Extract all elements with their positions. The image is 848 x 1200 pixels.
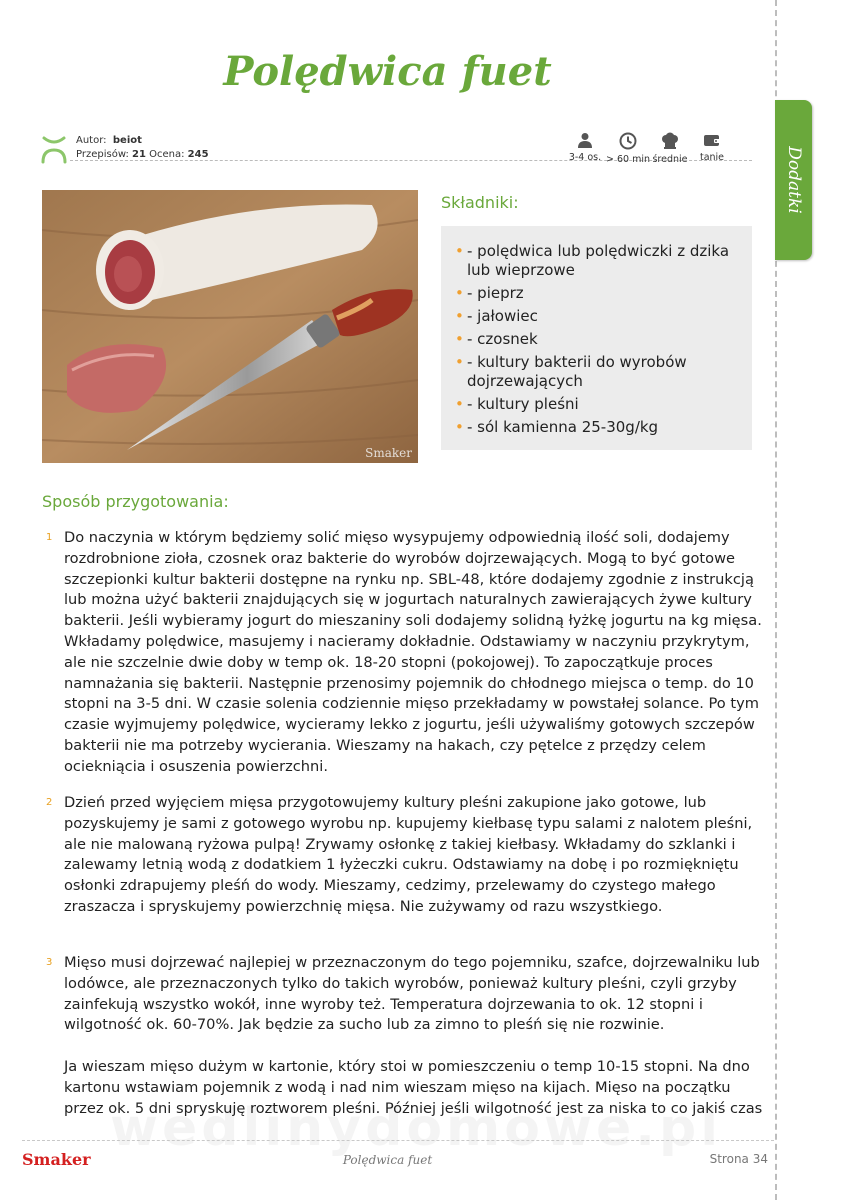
- ingredient-item: • - pieprz: [455, 284, 748, 303]
- step-number: 3: [46, 957, 53, 968]
- category-tab[interactable]: [775, 100, 812, 260]
- time-label: > 60 min: [605, 154, 650, 165]
- author-info: [76, 134, 209, 162]
- recipe-photo: [42, 190, 418, 463]
- ingredient-item: • - sól kamienna 25-30g/kg: [455, 418, 748, 437]
- step-number: 2: [46, 797, 53, 808]
- author-logo-icon: [40, 132, 68, 164]
- step-text: Dzień przed wyjęciem mięsa przygotowujemy kultury pleśni zakupione jako gotowe, lub pozyskujemy je sami z gotowego wyrobu np. kupujemy kiełbasę typu salami z nalotem pleśni, ale nie malowaną ryżowa pulpą! Zrywamy osłonkę z takiej kiełbasy. Wkładamy do szklanki i zalewamy letnią wodą z dodatkiem 1 łyżeczki cukru. Odstawiamy na dobę i po rozmiękniętu osłonki zdrapujemy pleśń do wody. Mieszamy, cedzimy, przelewamy do czystego małego zraszacza i spryskujemy powierzchnię mięsa. Nie zużywamy od razu wszystkiego.: [64, 794, 753, 915]
- chef-hat-icon: [660, 132, 680, 150]
- recipes-count: 21: [132, 149, 146, 160]
- servings-meta: [562, 132, 608, 163]
- site-watermark: [110, 1098, 722, 1158]
- ingredient-item: • - polędwica lub polędwiczki z dzika lub wieprzowe: [455, 242, 748, 280]
- person-icon: [577, 132, 593, 148]
- step-text: Do naczynia w którym będziemy solić mięso wysypujemy odpowiednią ilość soli, dodajemy rozdrobnione zioła, czosnek oraz bakterie do wyrobów dojrzewających. Mogą to być gotowe szczepionki kultur bakterii dostępne na rynku np. SBL-48, które dodajemy zgodnie z instrukcją lub można użyć bakterii znajdujących się w jogurtach naturalnych zawierających żywe kultury bakterii. Jeśli wybieramy jogurt do mieszaniny soli dodajemy solidną łyżkę jogurtu na kg mięsa. Wkładamy polędwice, masujemy i nacieramy dokładnie. Odstawiamy w naczyniu przykrytym, ale nie szczelnie dwie doby w temp ok. 18-20 stopni (pokojowej). To zapoczątkuje proces namnażania się bakterii. Następnie przenosimy pojemnik do chłodnego miejsca o temp. do 10 stopni na 3-5 dni. W czasie solenia codziennie mięso przekładamy w powstałej solance. Po tym czasie wyjmujemy polędwice, wycieramy lekko z jogurtu, jeśli używaliśmy gotowych szczepów bakterii nie ma potrzeby wycierania. Wieszamy na hakach, czy pętelce z przędzy celem ociekniącia i osuszenia powierzchni.: [64, 529, 762, 775]
- page-title: Polędwica fuet: [223, 48, 552, 95]
- author-block: [40, 132, 560, 162]
- photo-watermark: Smaker: [365, 446, 412, 460]
- recipes-label: Przepisów:: [76, 149, 129, 160]
- footer-divider: [22, 1140, 774, 1141]
- page-number: Strona 34: [709, 1152, 768, 1166]
- step-number: 1: [46, 532, 53, 543]
- ingredients-box: [441, 226, 752, 450]
- ingredient-item: • - jałowiec: [455, 307, 748, 326]
- step-text-continued: Ja wieszam mięso dużym w kartonie, który stoi w pomieszczeniu o temp 10-15 stopni. Na dno kartonu wstawiam pojemnik z wodą i nad nim wieszam mięso na kijach. Mięso na początku przez ok. 5 dni spryskuję roztworem pleśni. Później jeśli wilgotność jest za niska to co jakiś czas: [64, 1058, 763, 1117]
- ingredient-item: • - kultury pleśni: [455, 395, 748, 414]
- difficulty-meta: [647, 132, 693, 165]
- difficulty-label: średnie: [652, 154, 688, 165]
- time-meta: [605, 132, 651, 165]
- ingredient-item: • - czosnek: [455, 330, 748, 349]
- step-text: Mięso musi dojrzewać najlepiej w przeznaczonym do tego pojemniku, szafce, dojrzewalniku lub lodówce, ale przeznaczonych tylko do takich wyrobów, ponieważ kultury pleśni, czyli grzyby zainfekują wszystko wokół, inne wyroby też. Temperatura dojrzewania to ok. 12 stopni i wilgotność ok. 60-70%. Jak będzie za sucho lub za zimno to pleśń się nie rozwinie.: [64, 954, 760, 1034]
- sausage-knife-photo: [42, 190, 418, 463]
- footer-title: Polędwica fuet: [342, 1153, 433, 1167]
- author-label: Autor:: [76, 135, 107, 146]
- cost-meta: [689, 132, 735, 163]
- rating-value: 245: [187, 149, 209, 160]
- ingredients-list: [441, 226, 752, 437]
- clock-icon: [619, 132, 637, 150]
- author-name[interactable]: beiot: [112, 135, 142, 146]
- category-tab-label: Dodatki: [783, 146, 804, 214]
- ingredient-item: • - kultury bakterii do wyrobów dojrzewających: [455, 353, 748, 391]
- preparation-title: Sposób przygotowania:: [42, 492, 229, 511]
- servings-label: 3-4 os.: [568, 152, 602, 163]
- rating-label: Ocena:: [149, 149, 185, 160]
- cost-label: tanie: [699, 152, 725, 163]
- ingredients-title: Składniki:: [441, 193, 519, 212]
- footer-brand-logo[interactable]: Smaker: [22, 1150, 91, 1169]
- wallet-icon: [703, 132, 721, 148]
